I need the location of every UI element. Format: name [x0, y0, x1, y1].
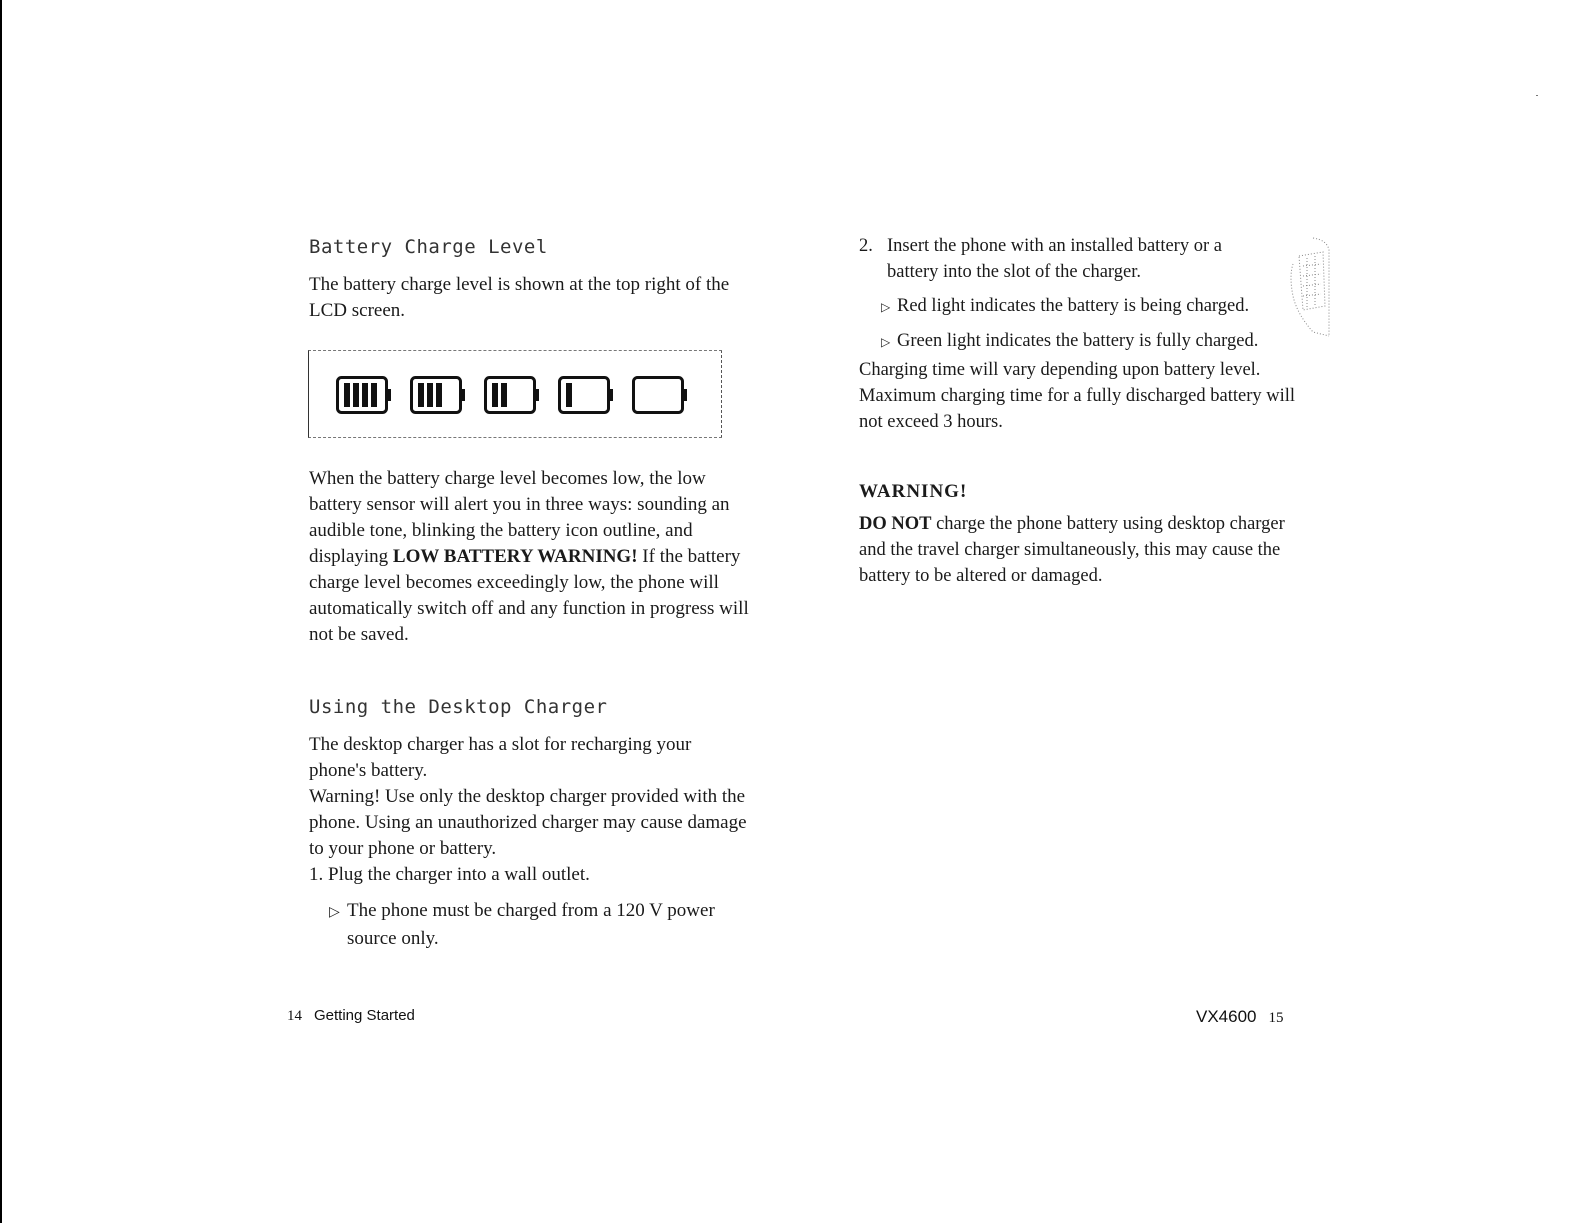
charging-time-text: Charging time will vary depending upon battery level. Maximum charging time for a fully discharged battery will not exceed 3 hours. — [859, 360, 1296, 432]
battery-level-0-icon — [632, 376, 688, 414]
battery-bar — [344, 383, 350, 407]
battery-bar — [362, 383, 368, 407]
green-light-text: Green light indicates the battery is fully charged. — [897, 331, 1259, 351]
step-2-line-2: battery into the slot of the charger. — [887, 262, 1141, 282]
low-battery-paragraph — [309, 466, 749, 648]
charger-warning-text: Warning! Use only the desktop charger provided with the phone. Using an unauthorized charger may cause damage to your phone or battery. — [309, 786, 747, 859]
section-label: Getting Started — [314, 1007, 415, 1024]
red-light-text: Red light indicates the battery is being charged. — [897, 296, 1250, 316]
left-page — [309, 236, 749, 952]
battery-bar — [371, 383, 377, 407]
arrow-bullet-icon: ▷ — [881, 300, 891, 314]
battery-level-4-icon — [336, 376, 392, 414]
battery-bar — [501, 383, 507, 407]
battery-level-1-icon — [558, 376, 614, 414]
phone-charger-thumbnail-icon — [1283, 236, 1333, 340]
battery-bar — [427, 383, 433, 407]
scan-speck — [1536, 95, 1538, 96]
right-page-number: 15 — [1268, 1010, 1284, 1026]
battery-bar — [566, 383, 572, 407]
step-2-text-1: Insert the phone with an installed battery or a — [887, 236, 1222, 256]
do-not-label: DO NOT — [859, 514, 932, 534]
step-1-note-line-2: source only. — [347, 928, 439, 949]
battery-bar — [353, 383, 359, 407]
warning-text: charge the phone battery using desktop charger and the travel charger simultaneously, this may cause the battery to be altered or damaged. — [859, 514, 1285, 586]
right-page — [859, 233, 1309, 589]
step-2-number: 2. — [859, 236, 873, 256]
left-page-number: 14 — [287, 1008, 302, 1024]
warning-paragraph — [859, 511, 1309, 589]
low-battery-text-2: If the battery charge level becomes exceedingly low, the phone will automatically switch off and any function in progress will not be saved. — [309, 546, 749, 645]
step-1-note-line-1: The phone must be charged from a 120 V power — [347, 900, 715, 921]
page-edge-line — [0, 0, 2, 1223]
model-label: VX4600 — [1196, 1007, 1257, 1026]
battery-level-2-icon — [484, 376, 540, 414]
low-battery-warning-label: LOW BATTERY WARNING! — [392, 546, 638, 567]
desktop-charger-heading: Using the Desktop Charger — [309, 696, 608, 718]
green-light-note — [881, 328, 1309, 355]
charger-intro-text: The desktop charger has a slot for recharging your phone's battery. — [309, 734, 692, 781]
step-1-text: 1. Plug the charger into a wall outlet. — [309, 864, 590, 885]
red-light-note — [881, 293, 1309, 320]
battery-charge-heading: Battery Charge Level — [309, 236, 548, 258]
battery-bar — [418, 383, 424, 407]
low-battery-text-1: When the battery charge level becomes low, the low battery sensor will alert you in three ways: sounding an audible tone, blinking the battery icon outline, and displaying — [309, 468, 730, 567]
right-footer — [1196, 1007, 1284, 1027]
battery-bar — [492, 383, 498, 407]
warning-title: WARNING! — [859, 481, 968, 502]
battery-intro-text: The battery charge level is shown at the top right of the LCD screen. — [309, 274, 730, 321]
battery-icons-panel — [308, 350, 722, 438]
left-footer — [287, 1007, 415, 1025]
step-2-line-1 — [859, 233, 1309, 259]
step-1-note — [329, 898, 749, 926]
arrow-bullet-icon: ▷ — [881, 335, 891, 349]
battery-bar — [436, 383, 442, 407]
battery-level-3-icon — [410, 376, 466, 414]
arrow-bullet-icon: ▷ — [329, 905, 340, 920]
